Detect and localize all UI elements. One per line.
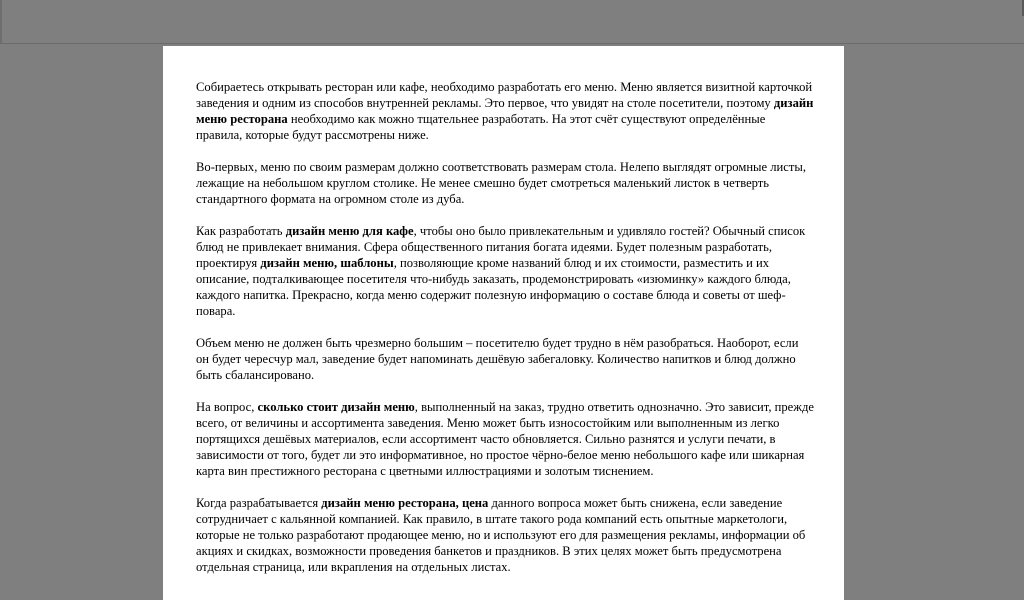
text-run: , выполненный на заказ, трудно ответить однозначно. Это зависит, прежде всего, от величины и ассортимента заведения. Меню может быть износостойким или выполненным из легко портящихся дешёвых материалов, если ассортимент часто обновляется. Сильно разнятся и услуги печати, в зависимости от того, будет ли это информативное, но простое чёрно-белое меню небольшого кафе или шикарная карта вин престижного ресторана с цветными иллюстрациями и золотым тиснением. <box>196 400 814 478</box>
text-run: Объем меню не должен быть чрезмерно большим – посетителю будет трудно в нём разобраться. Наоборот, если он будет чересчур мал, заведение будет напоминать дешёвую забегаловку. Количество напитков и блюд должно быть сбалансировано. <box>196 336 799 382</box>
text-run: На вопрос, <box>196 400 258 414</box>
paragraph <box>196 335 814 383</box>
text-run: Во-первых, меню по своим размерам должно соответствовать размерам стола. Нелепо выглядят огромные листы, лежащие на небольшом круглом столике. Не менее смешно будет смотреться маленький листок в четверть стандартного формата на огромном столе из дуба. <box>196 160 806 206</box>
paragraph <box>196 399 814 479</box>
paragraph <box>196 223 814 319</box>
paragraph <box>196 495 814 575</box>
text-run: Собираетесь открывать ресторан или кафе, необходимо разработать его меню. Меню является визитной карточкой заведения и одним из способов внутренней рекламы. Это первое, что увидят на столе посетители, поэтому <box>196 80 813 110</box>
text-run: , позволяющие кроме названий блюд и их стоимости, разместить и их описание, подталкивающее посетителя что-нибудь заказать, продемонстрировать «изюминку» каждого блюда, каждого напитка. Прекрасно, когда меню содержит полезную информацию о составе блюда и советы от шеф-повара. <box>196 256 791 318</box>
paragraph <box>196 159 814 207</box>
toolbar-left-edge <box>0 0 2 44</box>
text-run: данного вопроса может быть снижена, если заведение сотрудничает с кальянной компанией. Как правило, в штате такого рода компаний есть опытные маркетологи, которые не только разработают продающее меню, но и используют его для размещения рекламы, информации об акциях и скидках, возможности проведения банкетов и праздников. В этих целях может быть предусмотрена отдельная страница, или вкрапления на отдельных листах. <box>196 496 806 574</box>
text-run: необходимо как можно тщательнее разработать. На этот счёт существуют определённые правила, которые будут рассмотрены ниже. <box>196 112 766 142</box>
paragraph <box>196 79 814 143</box>
bold-keyword: дизайн меню ресторана, цена <box>321 496 489 510</box>
text-run: Когда разрабатывается <box>196 496 322 510</box>
text-run: Как разработать <box>196 224 286 238</box>
bold-keyword: дизайн меню для кафе <box>285 224 414 238</box>
document-viewport[interactable] <box>0 44 1024 600</box>
bold-keyword: дизайн меню ресторана <box>196 96 814 126</box>
bold-keyword: сколько стоит дизайн меню <box>257 400 415 414</box>
document-body <box>196 79 814 591</box>
text-run: , чтобы оно было привлекательным и удивляло гостей? Обычный список блюд не привлекает внимания. Сфера общественного питания богата идеями. Будет полезным разработать, проектируя <box>196 224 806 270</box>
document-page <box>163 46 844 600</box>
bold-keyword: дизайн меню, шаблоны <box>260 256 394 270</box>
viewer-toolbar <box>0 0 1024 44</box>
